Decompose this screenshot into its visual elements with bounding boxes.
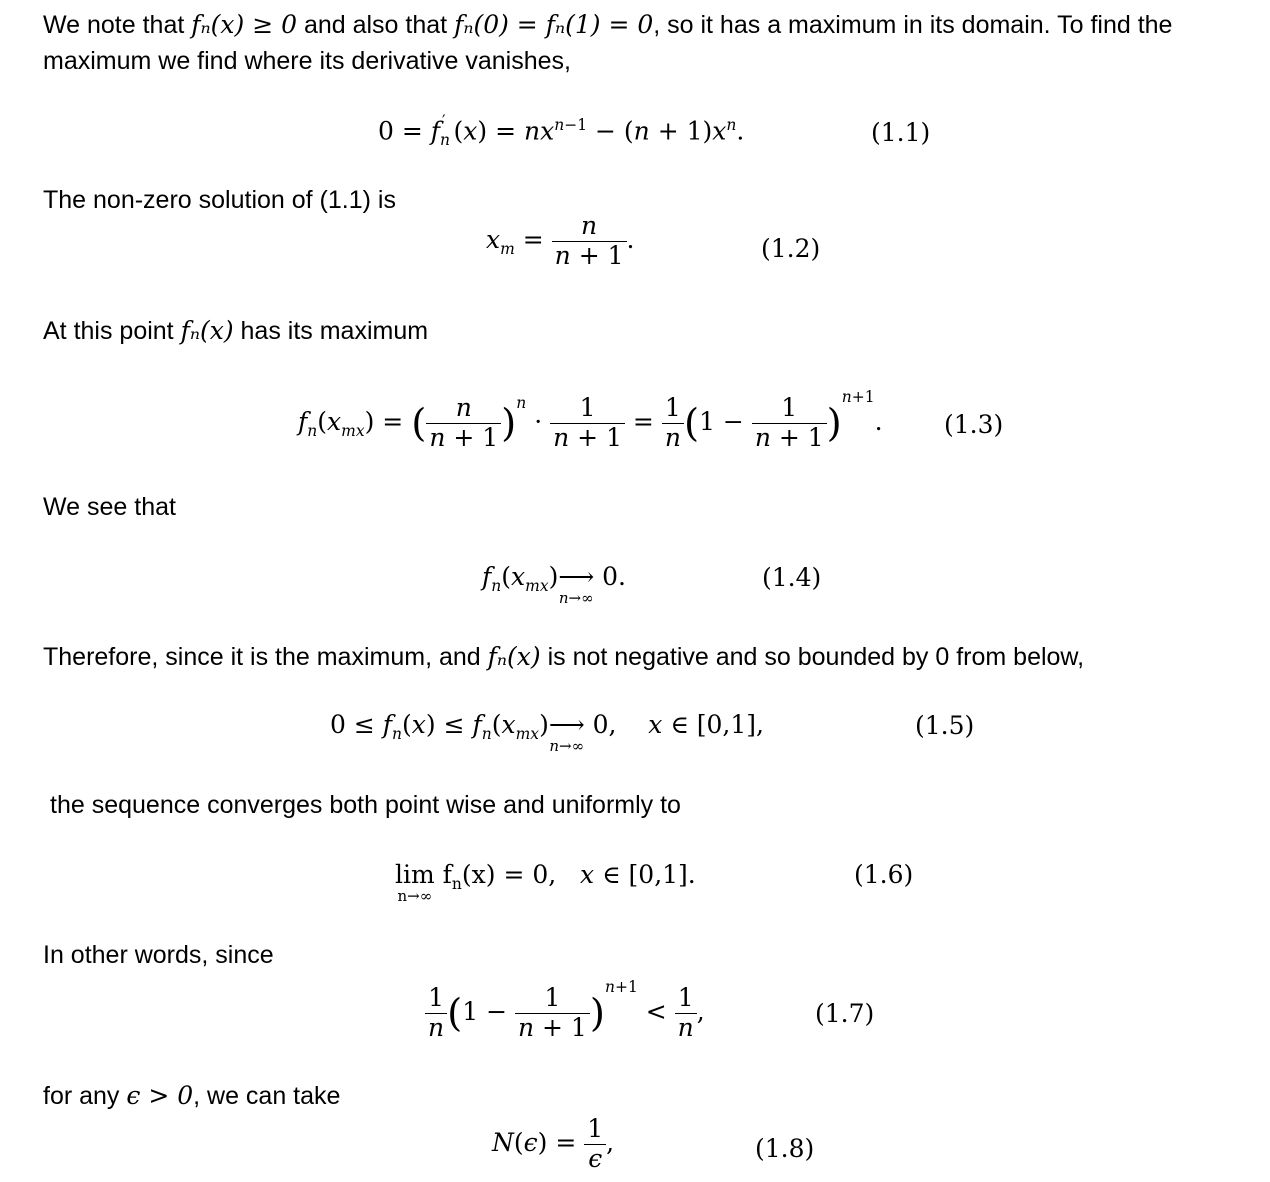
paragraph-1-line-2: maximum we find where its derivative vanishes,	[43, 47, 571, 75]
equation-number: (1.3)	[944, 410, 1004, 439]
text-run: At this point	[43, 317, 181, 345]
text-run: and also that	[297, 11, 455, 39]
equation-number: (1.4)	[762, 563, 822, 592]
inline-math: ϵ > 0	[126, 1081, 194, 1110]
paragraph-3	[43, 316, 428, 346]
equation-number: (1.8)	[755, 1134, 815, 1163]
text-run: , we can take	[193, 1082, 341, 1110]
equation-number: (1.1)	[871, 118, 931, 147]
equation-number: (1.7)	[815, 999, 875, 1028]
paragraph-2: The non-zero solution of (1.1) is	[43, 186, 396, 214]
paragraph-5	[43, 642, 1084, 672]
text-run: , so it has a maximum in its domain. To find the	[653, 11, 1173, 39]
equation-1-3: $f_n(x_{mx})$ = ( $\frac{n}{n + 1}$ )$^n$ · $\frac{1}{n + 1}$ = $\frac{1}{n}$ (1 − $\frac{1}{n + 1}$ )$^{n+1}$.	[298, 388, 883, 452]
inline-math: fₙ(x) ≥ 0	[191, 10, 297, 39]
paragraph-7: In other words, since	[43, 941, 274, 969]
equation-1-5: $0 \le f_n(x)$ ≤ $f_n(x_{mx})⟶$ n→∞ 0, x ∈ [0,1],	[330, 710, 764, 755]
equation-1-7: $\frac{1}{n}$ (1 − $\frac{1}{n + 1}$ )$^{n+1}$ < $\frac{1}{n}$ ,	[425, 978, 705, 1043]
paragraph-6: the sequence converges both point wise and uniformly to	[50, 791, 681, 819]
paragraph-1-line-1	[43, 10, 1172, 40]
text-run: Therefore, since it is the maximum, and	[43, 643, 488, 671]
paragraph-8	[43, 1081, 340, 1111]
text-run: is not negative and so bounded by 0 from below,	[540, 643, 1085, 671]
equation-number: (1.5)	[915, 711, 975, 740]
inline-math: fₙ(0) = fₙ(1) = 0	[454, 10, 654, 39]
equation-1-4: $f_n(x_{mx})⟶$ n→∞ 0.	[482, 562, 626, 607]
text-run: We note that	[43, 11, 192, 39]
inline-math: fₙ(x)	[180, 316, 234, 345]
equation-number: (1.2)	[761, 234, 821, 263]
inline-math: fₙ(x)	[487, 642, 541, 671]
text-run: has its maximum	[233, 317, 429, 345]
equation-1-1: $0 = f_n'$ $(x) = nx^{n-1} - (n + 1)x^n$.	[378, 112, 745, 150]
paragraph-4: We see that	[43, 493, 176, 521]
equation-1-8: N(ϵ) = $\frac{1}{\epsilon}$ ,	[492, 1114, 615, 1173]
equation-1-2: $x_m$ = $\frac{n}{n + 1}$ .	[486, 211, 635, 270]
equation-number: (1.6)	[854, 860, 914, 889]
text-run: for any	[43, 1082, 127, 1110]
equation-1-6: lim n→∞ $f_n(x) = 0$, x ∈ [0,1].	[395, 860, 696, 905]
